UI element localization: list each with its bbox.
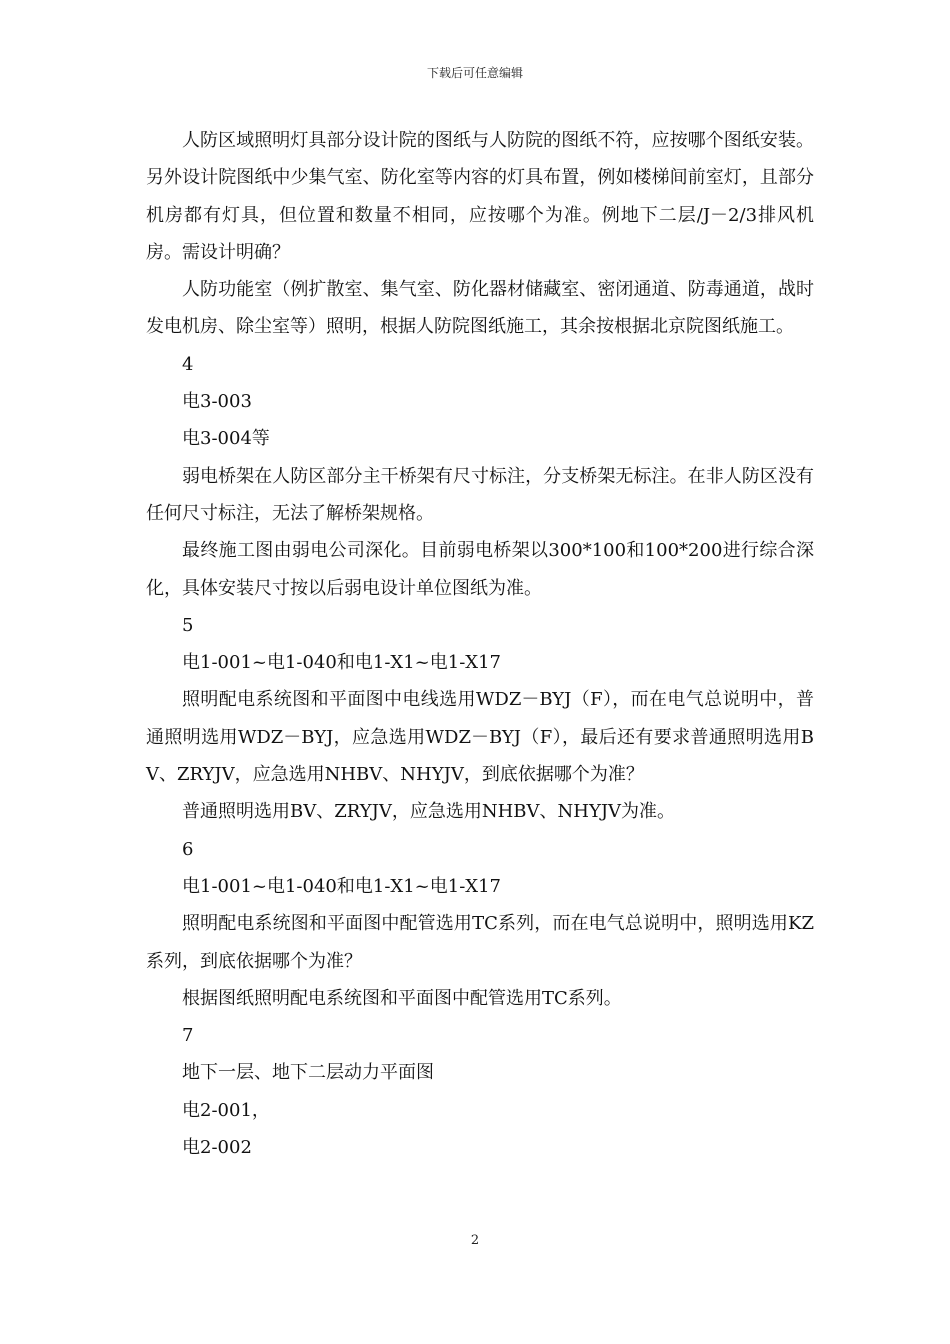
drawing-title: 地下一层、地下二层动力平面图 bbox=[182, 1062, 434, 1084]
page-number: 2 bbox=[470, 1233, 480, 1248]
paragraph-6: 普通照明选用BV、ZRYJV，应急选用NHBV、NHYJV为准。 bbox=[182, 801, 676, 823]
paragraph-5: 照明配电系统图和平面图中电线选用WDZ－BYJ（F），而在电气总说明中，普通照明选用WDZ－BYJ，应急选用WDZ－BYJ（F），最后还有要求普通照明选用BV、ZRYJV，应急选用NHBV、NHYJV，到底依据哪个为准？ bbox=[146, 689, 814, 786]
item-number-4: 4 bbox=[182, 353, 194, 375]
item-number-6: 6 bbox=[182, 838, 194, 860]
paragraph-7: 照明配电系统图和平面图中配管选用TC系列，而在电气总说明中，照明选用KZ系列，到底依据哪个为准？ bbox=[146, 913, 814, 972]
paragraph-3: 弱电桥架在人防区部分主干桥架有尺寸标注，分支桥架无标注。在非人防区没有任何尺寸标注，无法了解桥架规格。 bbox=[146, 465, 814, 524]
drawing-ref-5: 电2-001， bbox=[182, 1099, 270, 1121]
paragraph-4: 最终施工图由弱电公司深化。目前弱电桥架以300*100和100*200进行综合深化，具体安装尺寸按以后弱电设计单位图纸为准。 bbox=[146, 540, 814, 599]
drawing-ref-2: 电3-004等 bbox=[182, 428, 270, 450]
paragraph-8: 根据图纸照明配电系统图和平面图中配管选用TC系列。 bbox=[182, 987, 622, 1009]
drawing-ref-1: 电3-003 bbox=[182, 391, 252, 413]
drawing-ref-3: 电1-001~电1-040和电1-X1~电1-X17 bbox=[182, 652, 501, 674]
item-number-7: 7 bbox=[182, 1025, 194, 1047]
paragraph-2: 人防功能室（例扩散室、集气室、防化器材储藏室、密闭通道、防毒通道，战时发电机房、除尘室等）照明，根据人防院图纸施工，其余按根据北京院图纸施工。 bbox=[146, 279, 814, 338]
drawing-ref-6: 电2-002 bbox=[182, 1137, 252, 1159]
page-header: 下载后可任意编辑 bbox=[426, 66, 523, 80]
document-body bbox=[146, 122, 814, 1166]
paragraph-1: 人防区域照明灯具部分设计院的图纸与人防院的图纸不符，应按哪个图纸安装。另外设计院图纸中少集气室、防化室等内容的灯具布置，例如楼梯间前室灯，且部分机房都有灯具，但位置和数量不相同，应按哪个为准。例地下二层/J－2/3排风机房。需设计明确？ bbox=[146, 130, 814, 263]
item-number-5: 5 bbox=[182, 614, 194, 636]
drawing-ref-4: 电1-001~电1-040和电1-X1~电1-X17 bbox=[182, 875, 501, 897]
